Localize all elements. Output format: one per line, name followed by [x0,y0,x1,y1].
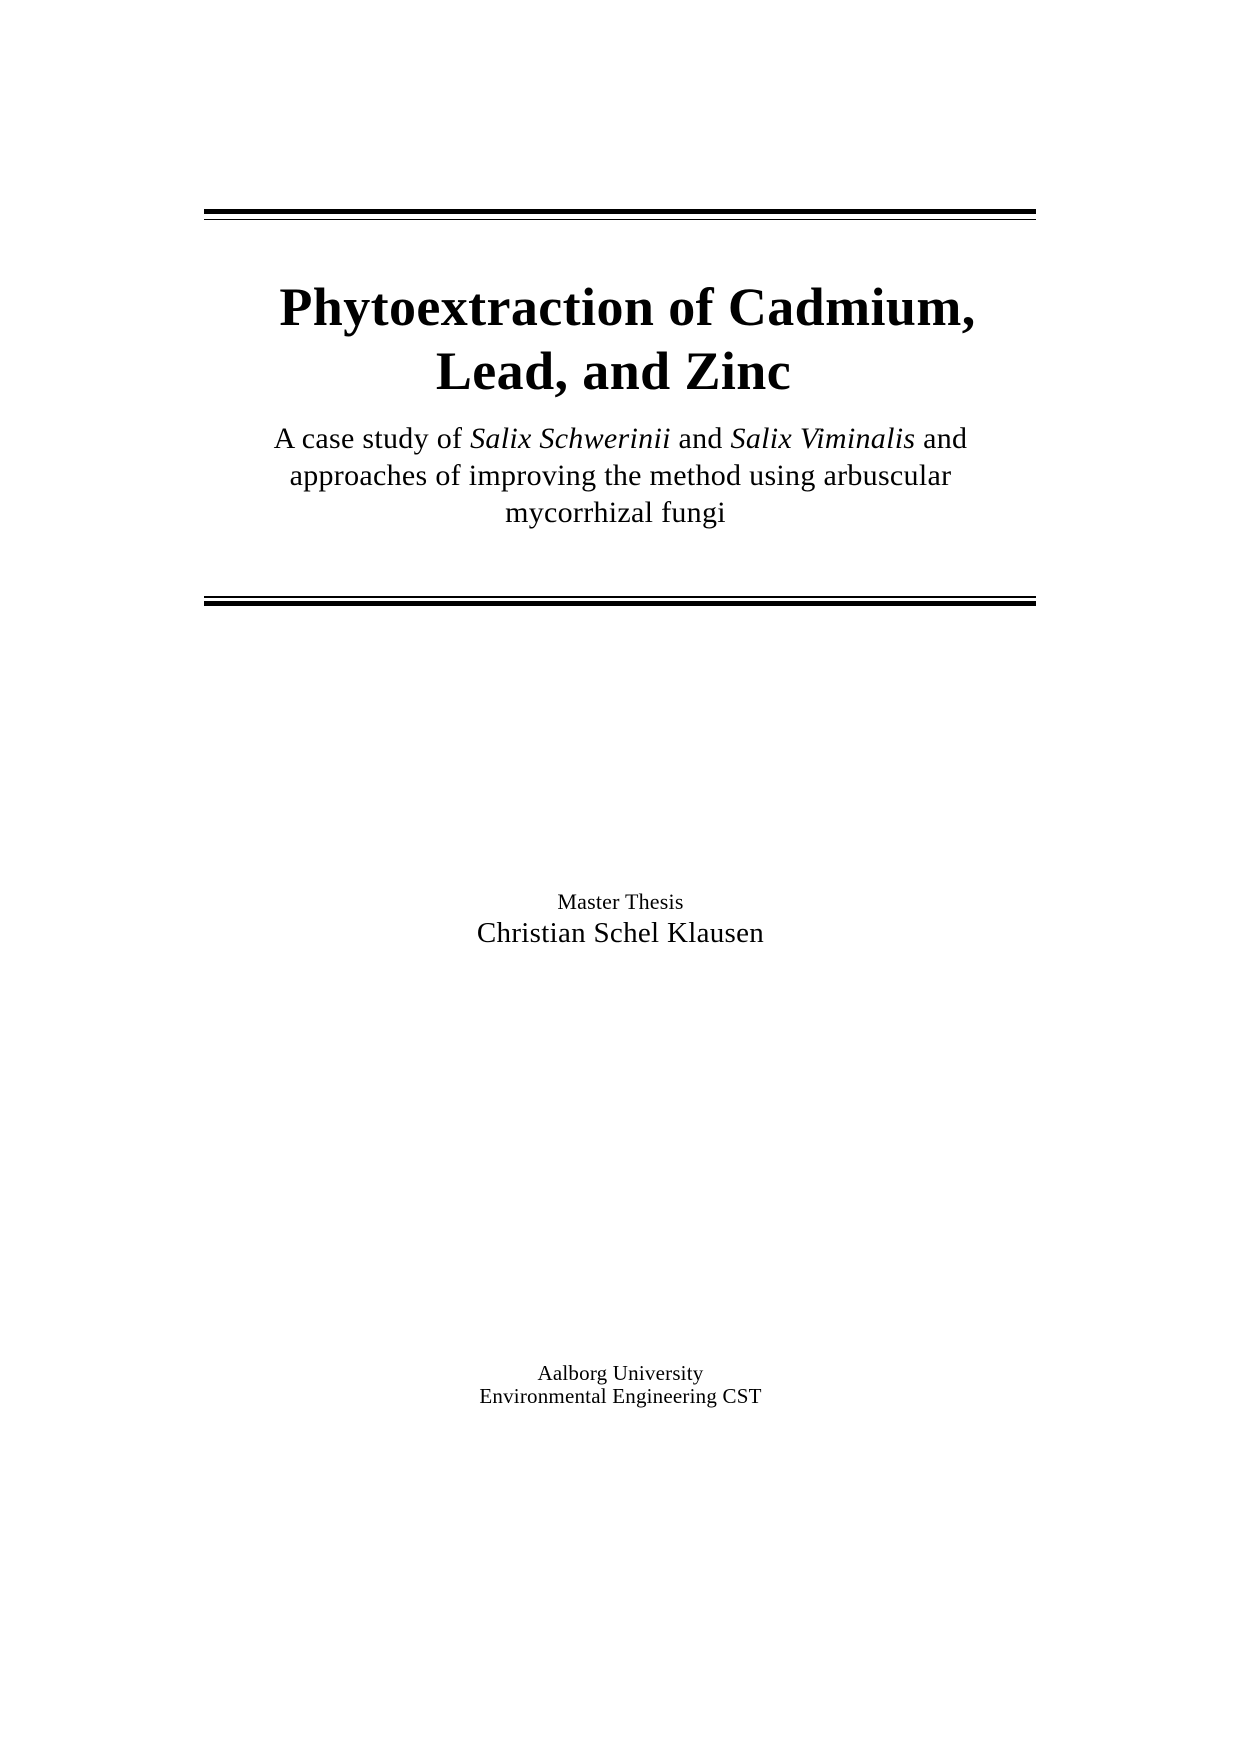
species-name: Salix Viminalis [730,422,916,455]
subtitle-text: and [670,422,731,455]
top-rule-thick [204,209,1036,214]
department: Environmental Engineering CST [479,1384,762,1408]
title-line-1: Phytoextraction of Cadmium, [279,277,976,337]
top-rule-thin [204,219,1036,221]
subtitle-text: A case study of [273,422,471,455]
subtitle-line-3: mycorrhizal fungi [505,496,726,529]
species-name: Salix Schwerinii [470,422,671,455]
bottom-rule-thick [204,601,1036,606]
subtitle-line-2: approaches of improving the method using arbuscular [289,459,952,492]
subtitle-line-1 [0,421,1241,457]
author-name: Christian Schel Klausen [476,917,765,949]
bottom-rule-thin [204,596,1036,598]
subtitle-text: and [915,422,968,455]
thesis-type: Master Thesis [557,889,684,914]
institution: Aalborg University [537,1361,704,1385]
title-line-2: Lead, and Zinc [435,341,792,401]
